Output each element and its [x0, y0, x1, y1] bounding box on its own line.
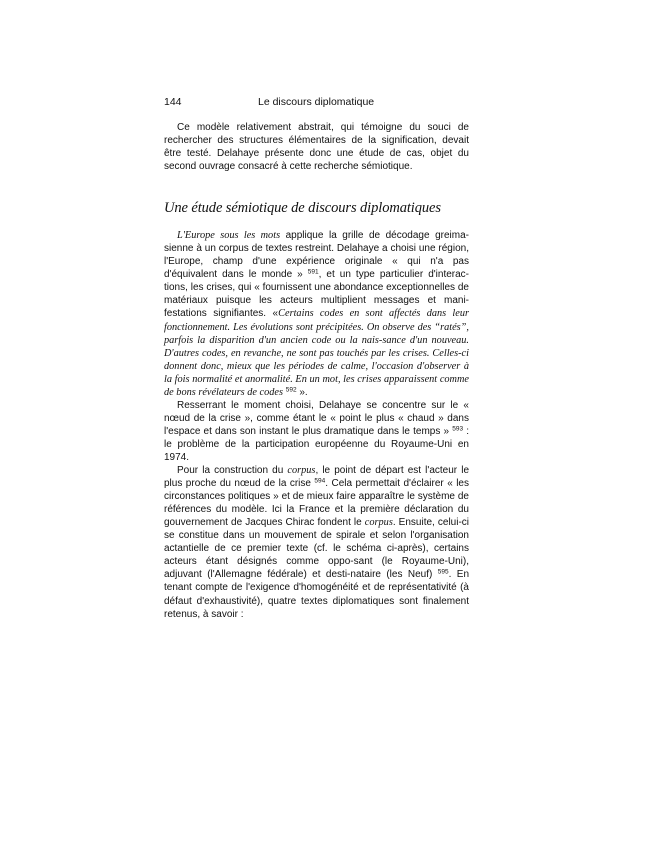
running-title: Le discours diplomatique — [258, 96, 375, 108]
book-page — [164, 94, 469, 621]
page-number: 144 — [164, 96, 182, 108]
paragraph1-text-c: ». — [296, 386, 308, 398]
body-paragraph-2 — [164, 399, 469, 464]
corpus-term: corpus — [287, 465, 316, 477]
running-header — [164, 94, 469, 110]
footnote-ref-595: 595 — [437, 568, 449, 576]
body-paragraph-3 — [164, 464, 469, 621]
paragraph1-text-b: , et un type particulier d'interac-tions, les crises, qui « fournissent une abondance exceptionnelles de matériaux puisque les acteurs multiplient messages et mani-festations signifiantes. « — [164, 269, 470, 320]
body-paragraph-1 — [164, 229, 469, 399]
intro-paragraph: Ce modèle relativement abstrait, qui témoigne du souci de rechercher des structures élémentaires de la signification, devait être testé. Delahaye présente donc une étude de cas, objet du second ouvrage consacré à cette recherche sémiotique. — [164, 122, 469, 173]
paragraph3-text-c: . Cela permettait d'éclairer « les circonstances politiques » et de mieux faire apparaître le système de références du modèle. Ici la France et la première déclaration du gouvernement de Jacques Chirac fondent le — [164, 478, 469, 529]
quotation: Certains codes en sont affectés dans leur fonctionnement. Les évolutions sont précipitées. On observe des “ratés”, parfois la disparition d'un ancien code ou la nais-sance d'un nouveau. D'autres codes, en revanche, ne sont pas touchés par les crises. Celles-ci donnent donc, mieux que les périodes de calme, l'occasion d'observer à la fois normalité et anormalité. En un mot, les crises apparaissent comme de bons révélateurs de codes — [164, 308, 470, 398]
footnote-ref-593: 593 — [452, 425, 464, 433]
corpus-term: corpus — [364, 517, 393, 529]
book-title: L'Europe sous les mots — [177, 230, 281, 242]
paragraph2-text-a: Resserrant le moment choisi, Delahaye se concentre sur le « nœud de la crise », comme étant le « point le plus « chaud » dans l'espace et dans son instant le plus dramatique dans le temps » — [164, 399, 469, 437]
paragraph3-text-a: Pour la construction du — [177, 465, 288, 477]
footnote-ref-592: 592 — [285, 386, 297, 394]
paragraph3-text-e: . En tenant compte de l'exigence d'homogénéité et de représentativité (à défaut d'exhaustivité), quatre textes diplomatiques sont finalement retenus, à savoir : — [164, 569, 470, 620]
paragraph3-text-d: . Ensuite, celui-ci se constitue dans un mouvement de spirale et selon l'organisation actantielle de ce premier texte (cf. le schéma ci-après), certains acteurs étant désignés comme oppo-sant (le Royaume-Uni), adjuvant (l'Allemagne fédérale) et desti-nataire (les Neuf) — [164, 517, 470, 581]
paragraph1-text-a: applique la grille de décodage greima-sienne à un corpus de textes restreint. Delahaye a choisi une région, l'Europe, champ d'une expérience originale « qui n'a pas d'équivalent dans le monde » — [164, 230, 469, 281]
footnote-ref-591: 591 — [307, 268, 319, 276]
footnote-ref-594: 594 — [314, 477, 326, 485]
paragraph2-text-b: : le problème de la participation européenne du Royaume-Uni en 1974. — [164, 425, 470, 463]
section-heading: Une étude sémiotique de discours diplomatiques — [164, 200, 441, 217]
paragraph3-text-b: , le point de départ est l'acteur le plus proche du nœud de la crise — [164, 465, 470, 490]
